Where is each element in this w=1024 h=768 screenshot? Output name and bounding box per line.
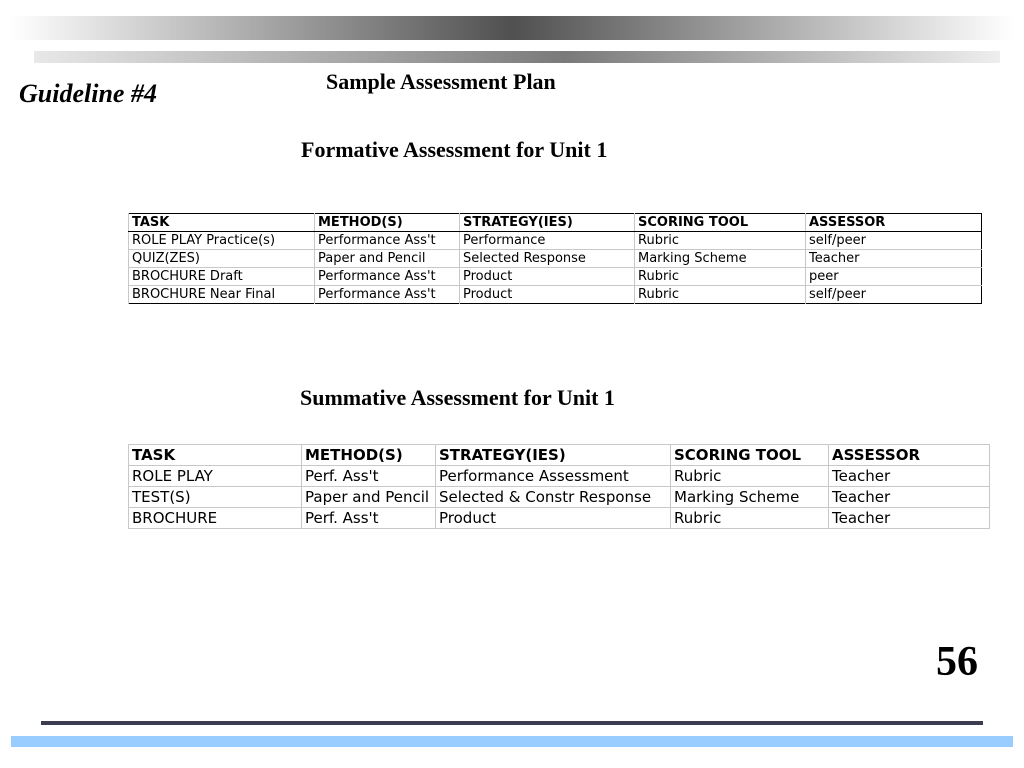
top-gradient-band: [10, 16, 1014, 40]
table-cell: Teacher: [829, 466, 990, 487]
table-cell: Rubric: [671, 466, 829, 487]
table-cell: Product: [460, 268, 635, 286]
table-header-row: [129, 214, 982, 232]
slide-title: Sample Assessment Plan: [326, 69, 556, 94]
guideline-heading: Guideline #4: [19, 79, 157, 108]
table-cell: Rubric: [635, 286, 806, 304]
column-header: SCORING TOOL: [635, 214, 806, 232]
table-cell: Rubric: [671, 508, 829, 529]
table-row: [129, 250, 982, 268]
table-cell: Performance Ass't: [315, 268, 460, 286]
table-cell: Performance: [460, 232, 635, 250]
table-cell: self/peer: [806, 232, 982, 250]
formative-table: [128, 213, 982, 304]
table-cell: TEST(S): [129, 487, 302, 508]
table-cell: Performance Ass't: [315, 286, 460, 304]
table-cell: Perf. Ass't: [302, 466, 436, 487]
column-header: METHOD(S): [315, 214, 460, 232]
table-cell: self/peer: [806, 286, 982, 304]
column-header: TASK: [129, 214, 315, 232]
table-cell: Paper and Pencil: [302, 487, 436, 508]
table-row: [129, 487, 990, 508]
table-cell: Paper and Pencil: [315, 250, 460, 268]
table-cell: BROCHURE Draft: [129, 268, 315, 286]
table-row: [129, 268, 982, 286]
table-cell: Product: [460, 286, 635, 304]
table-cell: BROCHURE Near Final: [129, 286, 315, 304]
top-gradient-band-secondary: [34, 51, 1000, 63]
table-cell: ROLE PLAY: [129, 466, 302, 487]
table-cell: Performance Assessment: [436, 466, 671, 487]
summative-title: Summative Assessment for Unit 1: [300, 385, 615, 410]
footer-rule-blue: [11, 736, 1013, 747]
table-cell: Rubric: [635, 232, 806, 250]
column-header: STRATEGY(IES): [460, 214, 635, 232]
table-cell: Teacher: [806, 250, 982, 268]
table-cell: Selected Response: [460, 250, 635, 268]
page-number: 56: [936, 639, 978, 685]
table-header-row: [129, 445, 990, 466]
column-header: STRATEGY(IES): [436, 445, 671, 466]
table-cell: peer: [806, 268, 982, 286]
table-cell: ROLE PLAY Practice(s): [129, 232, 315, 250]
table-cell: Marking Scheme: [671, 487, 829, 508]
table-cell: Performance Ass't: [315, 232, 460, 250]
table-cell: Perf. Ass't: [302, 508, 436, 529]
column-header: ASSESSOR: [806, 214, 982, 232]
footer-rule-dark: [41, 721, 983, 725]
formative-title: Formative Assessment for Unit 1: [301, 137, 608, 162]
table-cell: Teacher: [829, 508, 990, 529]
column-header: SCORING TOOL: [671, 445, 829, 466]
column-header: TASK: [129, 445, 302, 466]
table-row: [129, 286, 982, 304]
table-cell: Selected & Constr Response: [436, 487, 671, 508]
table-row: [129, 232, 982, 250]
table-cell: BROCHURE: [129, 508, 302, 529]
summative-table: [128, 444, 990, 529]
table-cell: Marking Scheme: [635, 250, 806, 268]
table-row: [129, 466, 990, 487]
column-header: METHOD(S): [302, 445, 436, 466]
table-row: [129, 508, 990, 529]
table-cell: QUIZ(ZES): [129, 250, 315, 268]
table-cell: Rubric: [635, 268, 806, 286]
table-cell: Product: [436, 508, 671, 529]
column-header: ASSESSOR: [829, 445, 990, 466]
table-cell: Teacher: [829, 487, 990, 508]
